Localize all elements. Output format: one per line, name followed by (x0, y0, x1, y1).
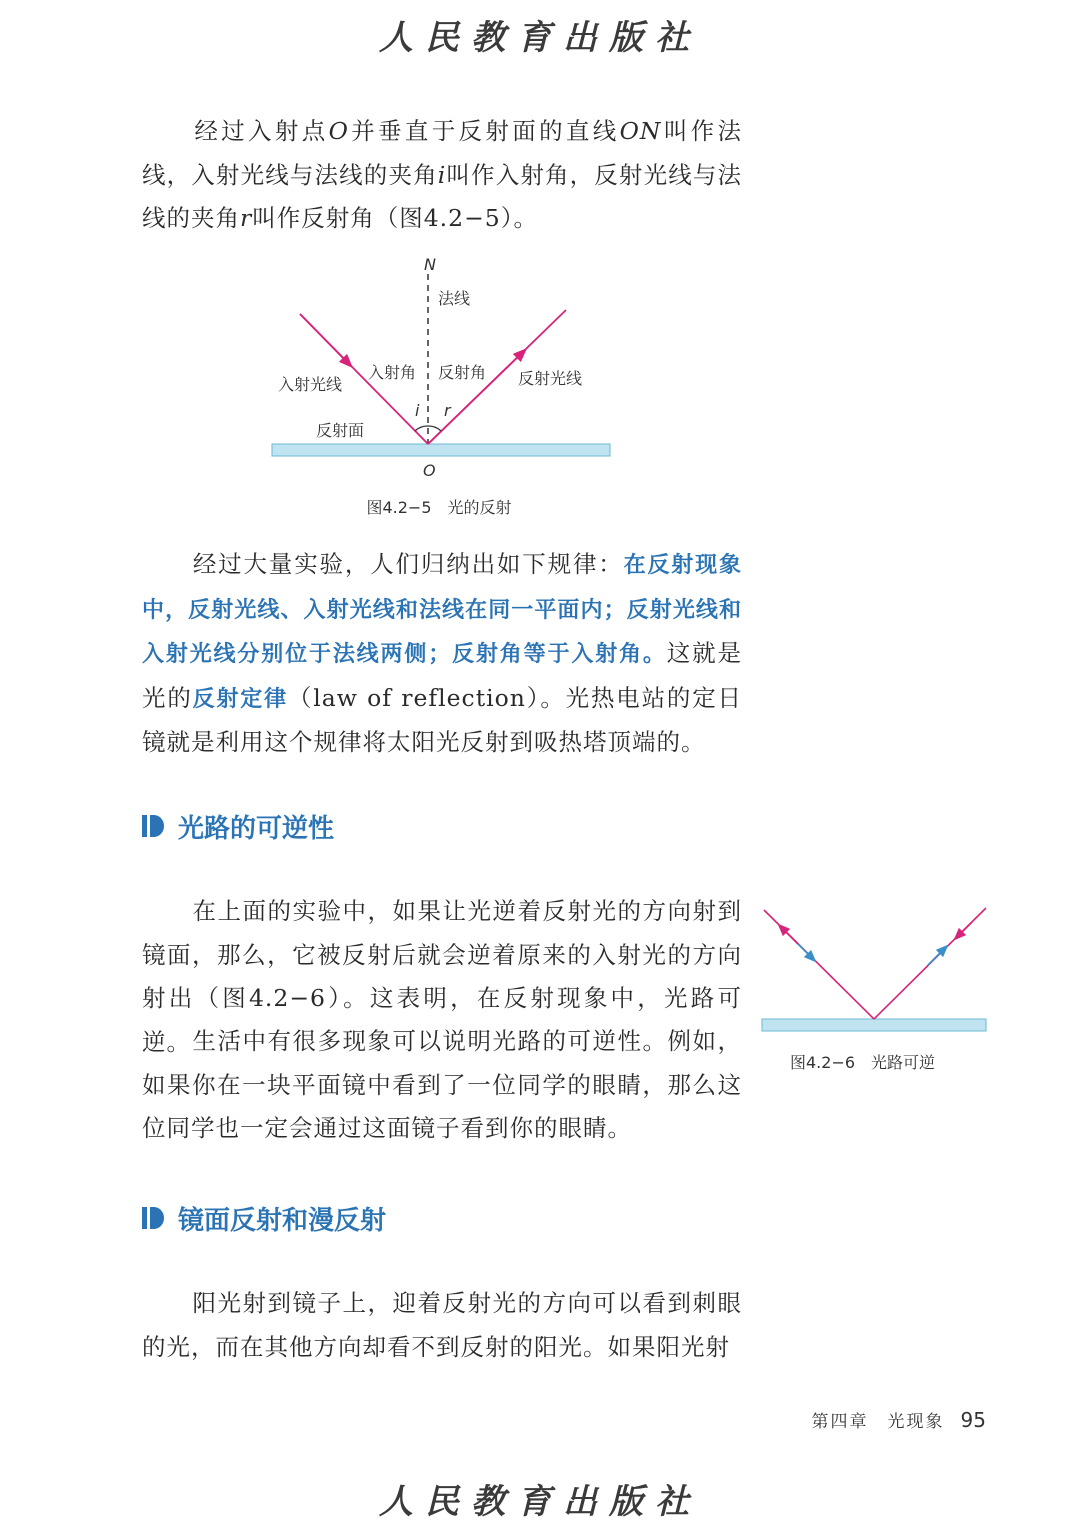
forward-arrow-right (928, 949, 944, 965)
paragraph-reversibility-example: 生活中有很多现象可以说明光路的可逆性。例如，如果你在一块平面镜中看到了一位同学的眼睛，那么这位同学也一定会通过这面镜子看到你的眼睛。 (142, 1027, 742, 1142)
label-incident-angle: 入射角 (368, 363, 417, 382)
angle-arc-i (415, 426, 428, 431)
incident-ray-arrow (300, 314, 348, 363)
page-number: 95 (960, 1408, 986, 1432)
forward-arrow-left (798, 944, 812, 958)
section-marker-icon (142, 1206, 164, 1230)
section-title: 镜面反射和漫反射 (178, 1205, 387, 1236)
paragraph-normal-definition: 经过入射点O并垂直于反射面的直线ON叫作法线，入射光线与法线的夹角i叫作入射角，反射光线与法线的夹角r叫作反射角（图4.2−5）。 (142, 117, 742, 232)
reverse-arrow-right (958, 922, 972, 936)
label-surface: 反射面 (316, 421, 365, 440)
section-title: 光路的可逆性 (178, 813, 335, 844)
angle-arc-r (428, 426, 441, 431)
chapter-label: 第四章 光现象 (811, 1412, 945, 1432)
label-incident-ray: 入射光线 (278, 375, 343, 394)
reflecting-surface (272, 444, 610, 456)
figure-reflection-diagram (260, 250, 630, 530)
figure1-caption: 图4.2−5 光的反射 (366, 498, 512, 517)
label-O: O (423, 461, 436, 480)
left-ray (764, 910, 874, 1019)
section-heading-specular-diffuse (142, 1198, 386, 1238)
reverse-arrow-left (782, 928, 798, 944)
section-marker-icon (142, 814, 164, 838)
paragraph-law-of-reflection: 经过大量实验，人们归纳出如下规律：在反射现象中，反射光线、入射光线和法线在同一平面内；反射光线和入射光线分别位于法线两侧；反射角等于入射角。这就是光的反射定律（law of reflection）。光热电站的定日镜就是利用这个规律将太阳光反射到吸热塔顶端的。 (142, 550, 743, 756)
publisher-watermark-top: 人民教育出版社 (379, 18, 701, 58)
page-footer (812, 1407, 986, 1432)
label-r: r (444, 401, 451, 420)
figure2-caption: 图4.2−6 光路可逆 (790, 1053, 936, 1072)
mirror-surface (762, 1019, 986, 1031)
label-N: N (424, 255, 436, 274)
paragraph-specular-reflection: 阳光射到镜子上，迎着反射光的方向可以看到刺眼的光，而在其他方向却看不到反射的阳光。如果阳光射 (142, 1289, 742, 1361)
law-statement: 在反射现象中，反射光线、入射光线和法线在同一平面内；反射光线和入射光线分别位于法线两侧；反射角等于入射角。 (142, 553, 742, 667)
section-heading-reversibility (142, 806, 334, 846)
term-law-of-reflection: 反射定律 (192, 686, 288, 712)
label-reflected-ray: 反射光线 (518, 369, 583, 388)
publisher-watermark-bottom: 人民教育出版社 (379, 1482, 701, 1522)
figure-reversible-path (758, 900, 990, 1036)
label-reflect-angle: 反射角 (438, 363, 487, 382)
paragraph-reversibility-experiment: 在上面的实验中，如果让光逆着反射光的方向射到镜面，那么，它被反射后就会逆着原来的入射光的方向射出（图4.2−6）。这表明，在反射现象中，光路可逆。 (142, 897, 742, 1056)
label-normal: 法线 (438, 289, 471, 308)
label-i: i (415, 401, 420, 420)
